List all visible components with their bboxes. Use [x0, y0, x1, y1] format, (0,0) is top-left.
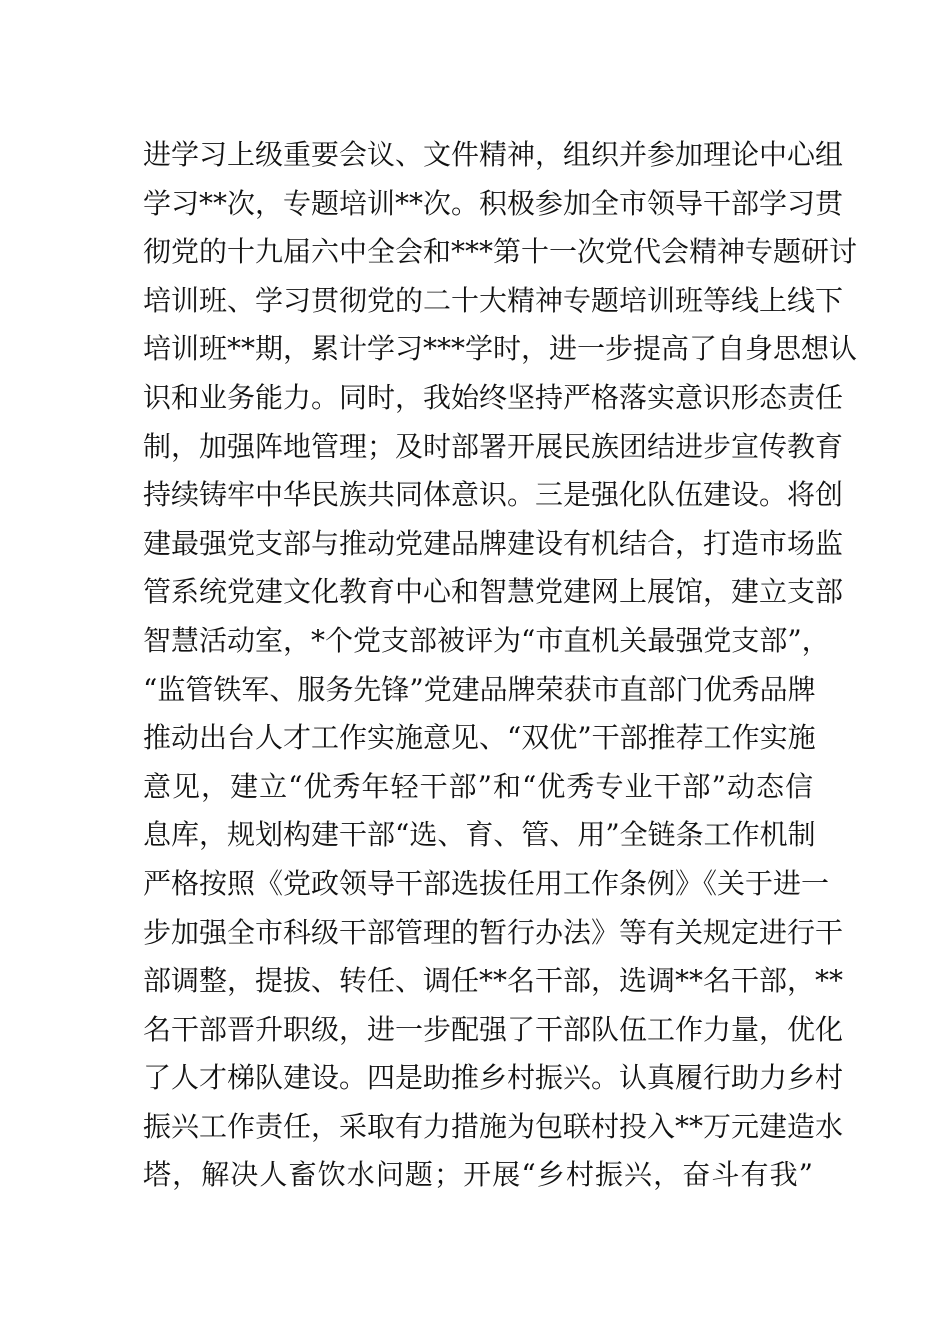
text-line: 意见，建立“优秀年轻干部”和“优秀专业干部”动态信	[143, 769, 813, 803]
text-line: 严格按照《党政领导干部选拔任用工作条例》《关于进一	[143, 866, 830, 900]
text-line: 管系统党建文化教育中心和智慧党建网上展馆，建立支部	[143, 575, 844, 609]
text-line: 部调整，提拔、转任、调任**名干部，选调**名干部，**	[143, 964, 844, 998]
text-line: 了人才梯队建设。四是助推乡村振兴。认真履行助力乡村	[143, 1061, 844, 1095]
text-line: 彻党的十九届六中全会和***第十一次党代会精神专题研讨	[143, 235, 858, 269]
text-line: “监管铁军、服务先锋”党建品牌荣获市直部门优秀品牌	[143, 672, 816, 706]
text-line: 培训班**期，累计学习***学时，进一步提高了自身思想认	[143, 332, 858, 366]
body-text	[143, 131, 858, 1200]
text-line: 建最强党支部与推动党建品牌建设有机结合，打造市场监	[143, 526, 844, 560]
text-line: 名干部晋升职级，进一步配强了干部队伍工作力量，优化	[143, 1012, 844, 1046]
text-line: 步加强全市科级干部管理的暂行办法》等有关规定进行干	[143, 915, 844, 949]
text-line: 息库，规划构建干部“选、育、管、用”全链条工作机制	[143, 818, 816, 852]
text-line: 学习**次，专题培训**次。积极参加全市领导干部学习贯	[143, 186, 844, 220]
text-line: 制，加强阵地管理；及时部署开展民族团结进步宣传教育	[143, 429, 844, 463]
text-line: 进学习上级重要会议、文件精神，组织并参加理论中心组	[143, 138, 844, 171]
text-line: 振兴工作责任，采取有力措施为包联村投入**万元建造水	[143, 1109, 844, 1143]
text-line: 推动出台人才工作实施意见、“双优”干部推荐工作实施	[143, 721, 816, 755]
text-line: 持续铸牢中华民族共同体意识。三是强化队伍建设。将创	[143, 478, 844, 512]
text-line: 塔，解决人畜饮水问题；开展“乡村振兴，奋斗有我”	[143, 1158, 813, 1192]
text-line: 智慧活动室，*个党支部被评为“市直机关最强党支部”，	[143, 623, 830, 657]
text-line: 识和业务能力。同时，我始终坚持严格落实意识形态责任	[143, 380, 844, 414]
text-line: 培训班、学习贯彻党的二十大精神专题培训班等线上线下	[143, 283, 844, 317]
